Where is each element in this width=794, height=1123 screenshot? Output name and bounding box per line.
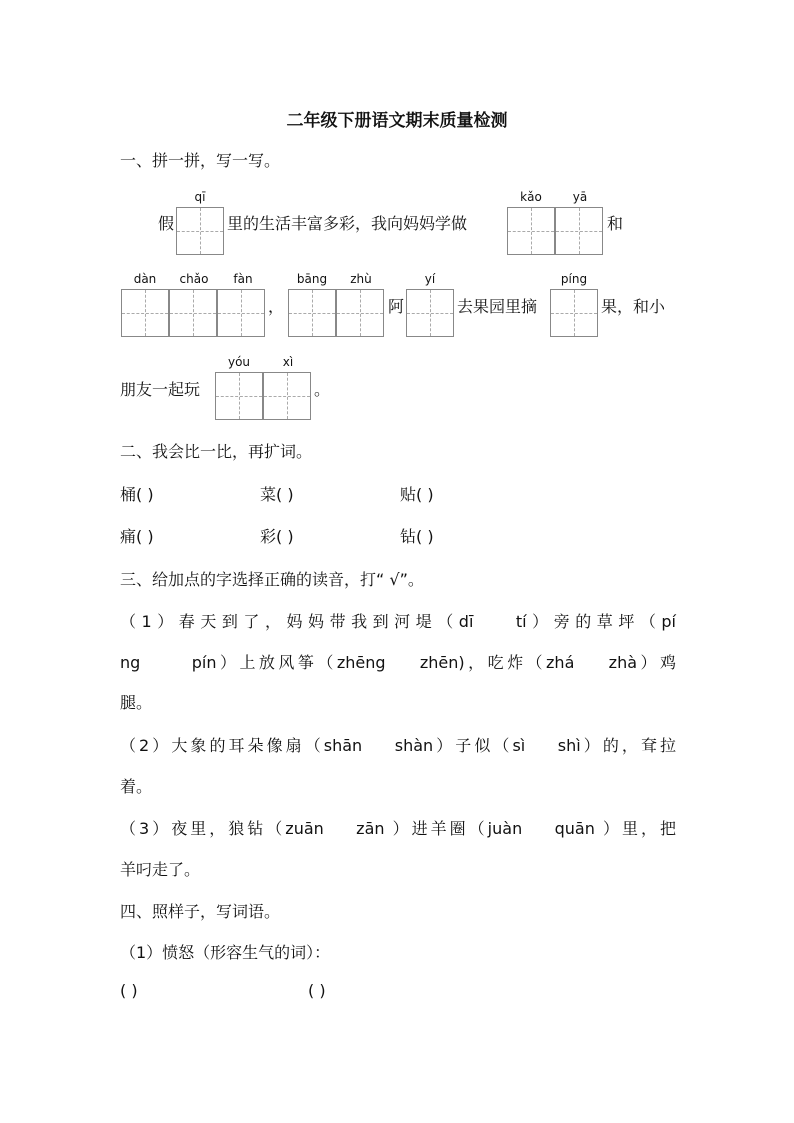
question-line: 腿。 [120, 693, 153, 712]
text-fragment: 和 [607, 214, 624, 233]
text-fragment: 。 [314, 380, 331, 399]
pinyin-label: píng [560, 272, 588, 286]
text-fragment: 假 [158, 214, 175, 233]
writing-box[interactable] [288, 289, 336, 337]
question-line: 着。 [120, 777, 153, 796]
word-blank[interactable]: 彩( ) [260, 527, 294, 546]
writing-box[interactable] [336, 289, 384, 337]
word-blank[interactable]: 桶( ) [120, 485, 154, 504]
pinyin-label: yóu [227, 355, 251, 369]
question-line: （1）春天到了，妈妈带我到河堤（dī tí）旁的草坪（pí [120, 612, 676, 631]
writing-box[interactable] [217, 289, 265, 337]
question-line: （1）愤怒（形容生气的词）： [120, 943, 331, 962]
pinyin-label: yí [424, 272, 436, 286]
writing-box[interactable] [555, 207, 603, 255]
writing-box[interactable] [215, 372, 263, 420]
word-blank[interactable]: 菜( ) [260, 485, 294, 504]
pinyin-label: yā [572, 190, 588, 204]
question-line: （3）夜里，狼钻（zuān zān ）进羊圈（juàn quān ）里，把 [120, 819, 676, 838]
word-blank[interactable]: ( ) [308, 981, 326, 1000]
word-blank[interactable]: ( ) [120, 981, 138, 1000]
writing-box[interactable] [176, 207, 224, 255]
section-4-heading: 四、照样子，写词语。 [120, 902, 281, 921]
text-fragment: 里的生活丰富多彩，我向妈妈学做 [227, 214, 468, 233]
pinyin-label: chǎo [179, 272, 209, 286]
text-fragment: 果，和小 [601, 297, 666, 316]
word-blank[interactable]: 钻( ) [400, 527, 434, 546]
pinyin-label: fàn [233, 272, 253, 286]
question-line: ng pín）上放风筝（zhēng zhēn)，吃炸（zhá zhà）鸡 [120, 653, 676, 672]
writing-box[interactable] [169, 289, 217, 337]
text-fragment: 去果园里摘 [457, 297, 538, 316]
word-blank[interactable]: 贴( ) [400, 485, 434, 504]
writing-box[interactable] [263, 372, 311, 420]
writing-box[interactable] [550, 289, 598, 337]
question-line: （2）大象的耳朵像扇（shān shàn）子似（sì shì）的，耷拉 [120, 736, 676, 755]
pinyin-label: bāng [296, 272, 328, 286]
page-title: 二年级下册语文期末质量检测 [286, 111, 508, 131]
section-2-heading: 二、我会比一比，再扩词。 [120, 442, 313, 461]
writing-box[interactable] [406, 289, 454, 337]
writing-box[interactable] [507, 207, 555, 255]
writing-box[interactable] [121, 289, 169, 337]
pinyin-label: kǎo [520, 190, 542, 204]
text-fragment: 阿 [388, 297, 405, 316]
word-blank[interactable]: 痛( ) [120, 527, 154, 546]
text-fragment: ， [268, 297, 285, 316]
section-3-heading: 三、给加点的字选择正确的读音，打“ √”。 [120, 570, 424, 589]
question-line: 羊叼走了。 [120, 860, 201, 879]
pinyin-label: zhù [350, 272, 372, 286]
pinyin-label: qī [194, 190, 206, 204]
pinyin-label: xì [282, 355, 294, 369]
pinyin-label: dàn [133, 272, 157, 286]
section-1-heading: 一、拼一拼，写一写。 [120, 151, 281, 170]
text-fragment: 朋友一起玩 [120, 380, 201, 399]
